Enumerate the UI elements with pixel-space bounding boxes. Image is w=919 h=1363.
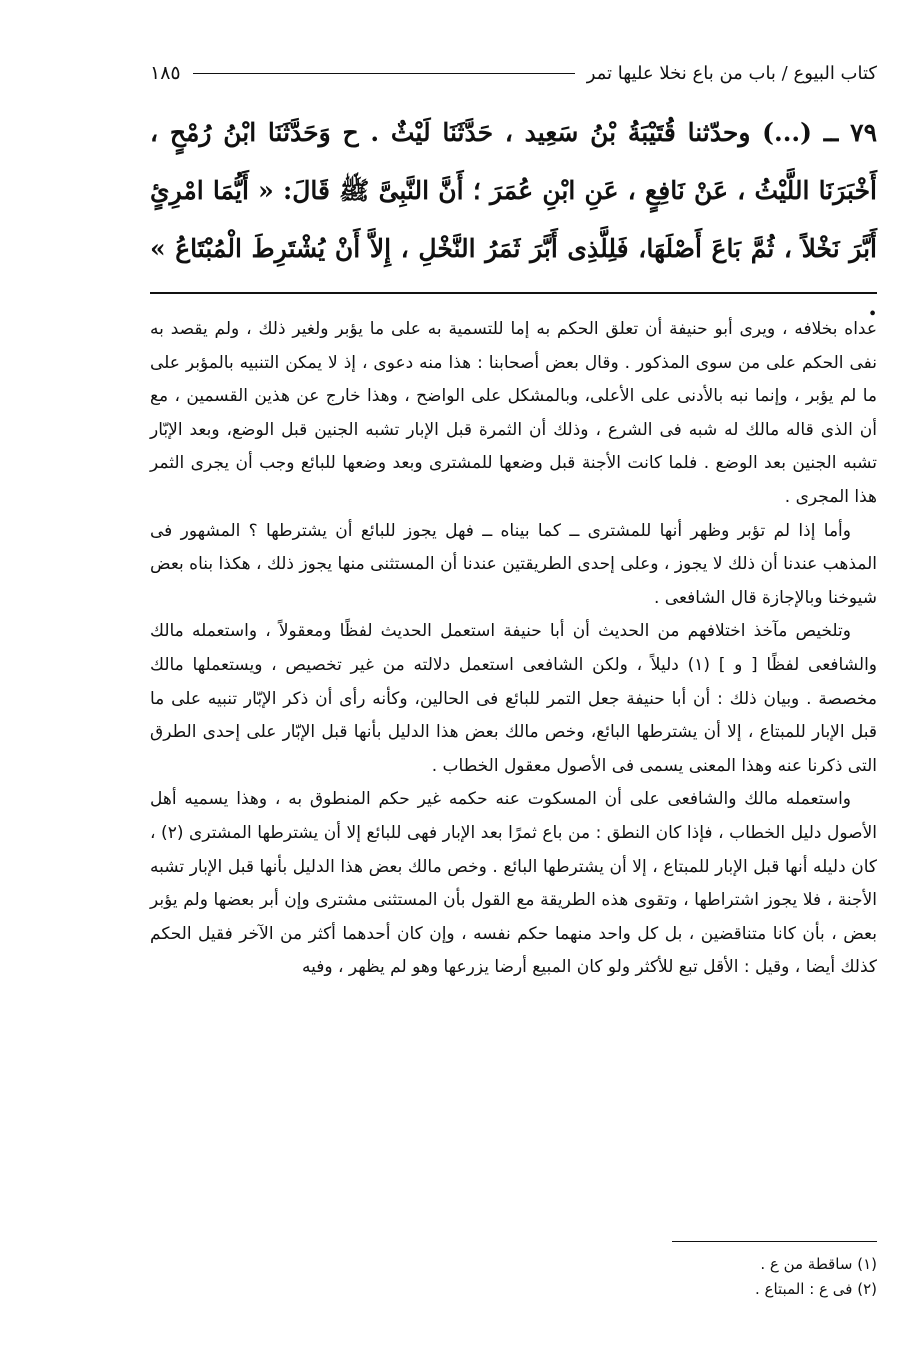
page-number: ١٨٥: [150, 62, 181, 84]
footnote-rule: [672, 1241, 877, 1242]
footnote-2: (٢) فى ع : المبتاع .: [754, 1280, 877, 1298]
commentary-paragraph-1: عداه بخلافه ، ويرى أبو حنيفة أن تعلق الحكم به إما للتسمية به على ما يؤبر ولغير ذلك ، ولم يقصد به نفى الحكم على من سوى المذكور . وقال بعض أصحابنا : هذا منه دعوى ، إذ لا يمكن التنبيه بالمؤبر على ما لم يؤبر ، وإنما نبه بالأدنى على الأعلى، وبالمشكل على الواضح ، وهذا خارج عن هذين القسمين ، مع أن الذى قاله مالك له شبه فى الشرع ، وذلك أن الثمرة قبل الإبار تشبه الجنين قبل الوضع، وبعد الإبّار تشبه الجنين بعد الوضع . فلما كانت الأجنة قبل وضعها للمشترى وبعد وضعها للبائع وجب أن يجرى الثمر هذا المجرى .: [150, 319, 877, 507]
commentary-section: [150, 313, 877, 985]
commentary-paragraph-3: وتلخيص مآخذ اختلافهم من الحديث أن أبا حنيفة استعمل الحديث لفظًا ومعقولاً ، واستعمله مالك والشافعى لفظًا [ و ] (١) دليلاً ، ولكن الشافعى استعمل دلالته من غير تخصيص ، ويستعملها مالك مخصصة . وبيان ذلك : أن أبا حنيفة جعل التمر للبائع فى الحالين، وكأنه رأى أن ذكر الإبّار تنبيه على ما قبل الإبار للمبتاع ، إلا أن يشترطها البائع، وخص مالك بعض هذا الدليل بأنها قبل الإبّار على إحدى الطرق التى ذكرنا عنه وهذا المعنى يسمى فى الأصول معقول الخطاب .: [150, 621, 878, 776]
commentary-paragraph-4: واستعمله مالك والشافعى على أن المسكوت عنه حكمه غير حكم المنطوق به ، وهذا يسميه أهل الأصول دليل الخطاب ، فإذا كان النطق : من باع ثمرًا بعد الإبار فهى للبائع إلا أن يشترطها المشترى (٢) ، كان دليله أنها قبل الإبار للمبتاع ، إلا أن يشترطها البائع . وخص مالك بعض هذا الدليل بأنها قبل الإبار تشبه الأجنة ، فلا يجوز اشتراطها ، وتقوى هذه الطريقة مع القول بأن المستثنى مشترى وإن أبر بعضها ولم يؤبر بعض ، بأن كانا متناقضين ، بل كل واحد منهما حكم نفسه ، وإن كان أحدهما أكثر من الآخر فقيل الحكم كذلك أيضا ، وقيل : الأقل تبع للأكثر ولو كان المبيع أرضا يزرعها وهو لم يظهر ، وفيه: [150, 789, 877, 978]
footnote-1: (١) ساقطة من ع .: [760, 1255, 877, 1273]
running-header: [150, 56, 877, 90]
chapter-title: كتاب البيوع / باب من باع نخلا عليها تمر: [586, 62, 877, 84]
hadith-text: ٧٩ ــ (...) وحدّثنا قُتَيْبَةُ بْنُ سَعِيد ، حَدَّثَنَا لَيْثٌ . ح وَحَدَّثَنَا ابْنُ رُمْحٍ ، أَخْبَرَنَا اللَّيْثُ ، عَنْ نَافِعٍ ، عَنِ ابْنِ عُمَرَ ؛ أَنَّ النَّبِىَّ ﷺ قَالَ: « أَيُّمَا امْرِئٍ أَبَّرَ نَخْلاً ، ثُمَّ بَاعَ أَصْلَهَا، فَلِلَّذِى أَبَّرَ ثَمَرُ النَّخْلِ ، إِلاَّ أَنْ يُشْتَرِطَ الْمُبْتَاعُ » .: [150, 118, 877, 321]
header-rule: [193, 73, 575, 74]
commentary-paragraph-2: وأما إذا لم تؤبر وظهر أنها للمشترى ــ كما بيناه ــ فهل يجوز للبائع أن يشترطها ؟ المشهور فى المذهب عندنا أن ذلك لا يجوز ، وعلى إحدى الطريقتين عندنا أن المستثنى منها يجوز ذلك ، هكذا بناه بعض شيوخنا وبالإجازة قال الشافعى .: [150, 520, 877, 608]
footnotes: [377, 1252, 877, 1302]
main-divider: [150, 292, 877, 294]
